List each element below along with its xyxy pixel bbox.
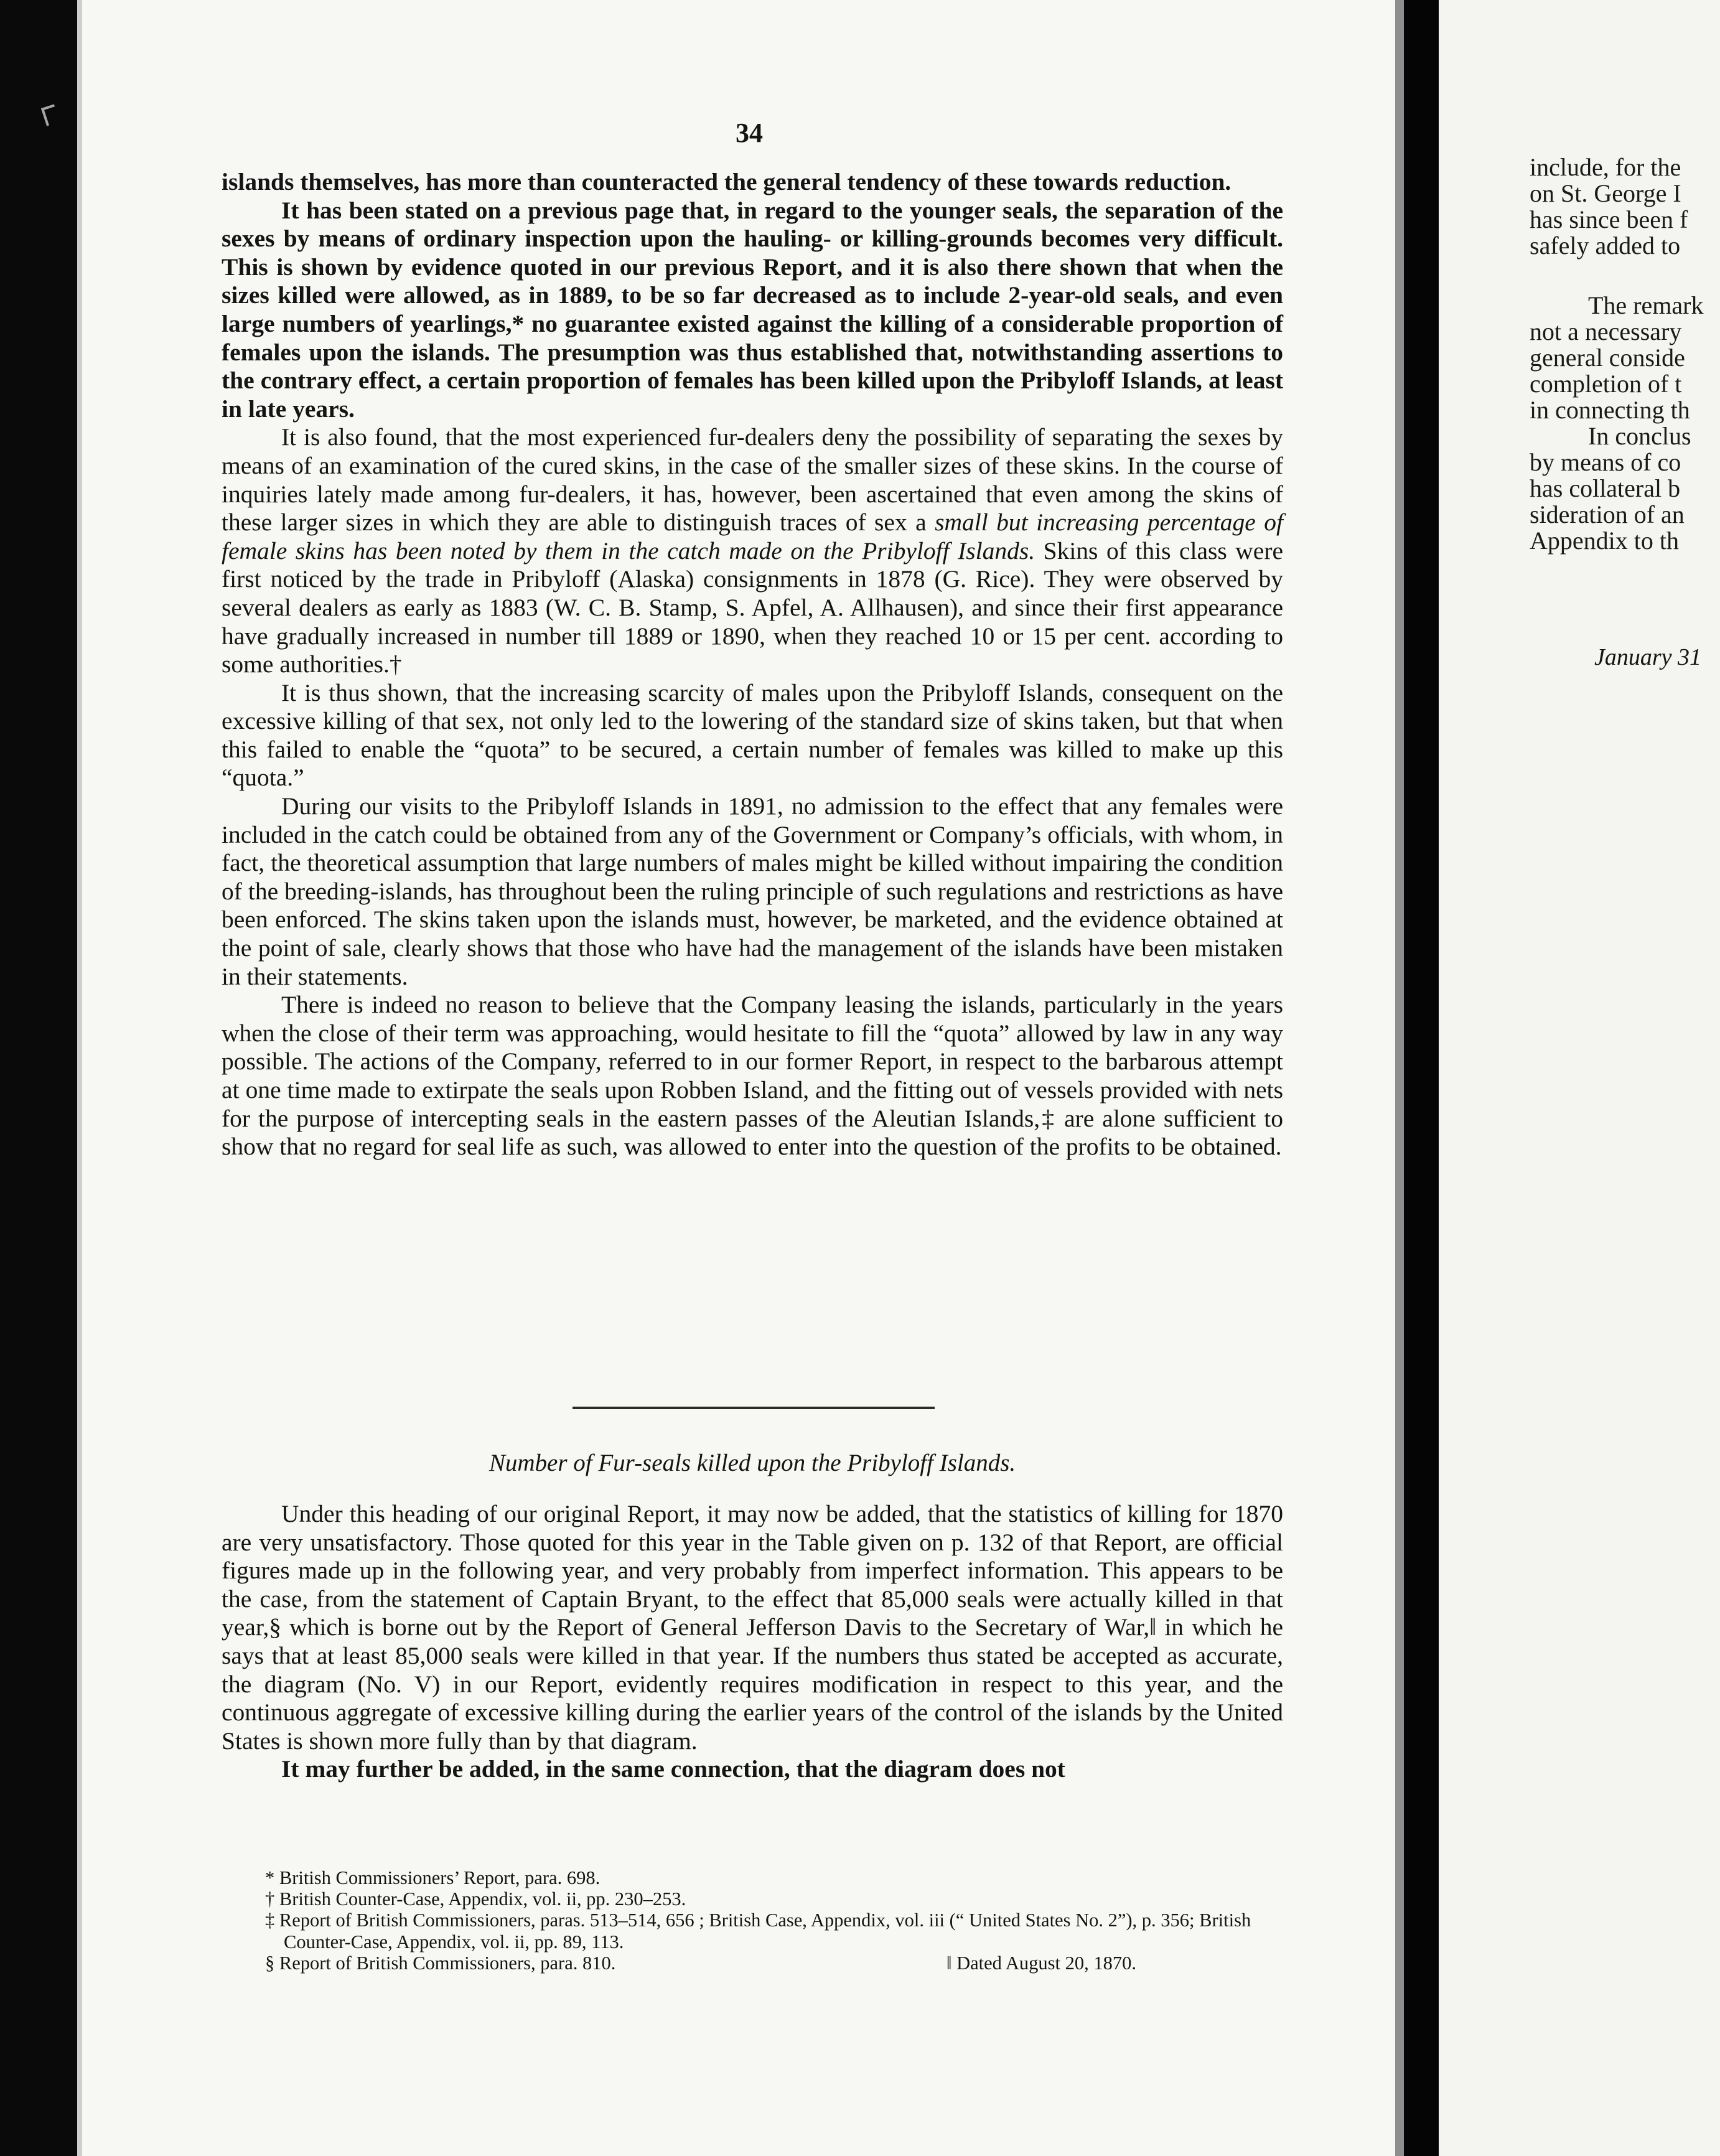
footnote: * British Commissioners’ Report, para. 698. [265, 1867, 601, 1888]
paragraph [222, 423, 1283, 678]
facing-line: has since been f [1530, 205, 1688, 233]
facing-page-text [1530, 154, 1720, 554]
facing-line: sideration of an [1530, 500, 1685, 528]
paragraph: During our visits to the Pribyloff Islands in 1891, no admission to the effect that any females were included in the catch could be obtained from any of the Government or Company’s officials, with whom, in fact, the theoretical assumption that large numbers of males might be killed without impairing the condition of the breeding-islands, has throughout been the ruling principle of such regulations and restrictions as have been enforced. The skins taken upon the islands must, however, be marketed, and the evidence obtained at the point of sale, clearly shows that those who have had the management of the islands have been mistaken in their statements. [222, 792, 1283, 990]
facing-line: on St. George I [1530, 179, 1681, 207]
paragraph: There is indeed no reason to believe that the Company leasing the islands, particularly in the years when the close of their term was approaching, would hesitate to fill the “quota” allowed by law in any way possible. The actions of the Company, referred to in our former Report, in respect to the barbarous attempt at one time made to extirpate the seals upon Robben Island, and the fitting out of vessels provided with nets for the purpose of intercepting seals in the eastern passes of the Aleutian Islands,‡ are alone sufficient to show that no regard for seal life as such, was allowed to enter into the question of the profits to be obtained. [222, 991, 1283, 1161]
facing-line: The remark [1588, 291, 1704, 319]
paragraph [222, 197, 1283, 424]
paragraph-text: Skins of this class were first noticed by the trade in Pribyloff (Alaska) consignments in 1878 (G. Rice). They were observed by several dealers as early as 1883 (W. C. B. Stamp, S. Apfel, A. Allhausen), and since their first appearance have gradually increased in number till 1889 or 1890, when they reached 10 or 15 per cent. according to some authorities.† [222, 537, 1283, 678]
page-edge [1395, 0, 1404, 2156]
left-binding-margin [0, 0, 77, 2156]
italic-emphasis: small but increasing percentage of female skins has been noted by them in the catch made on the Pribyloff Islands. [222, 509, 1284, 565]
footnotes [222, 1867, 1292, 1974]
facing-page-date: January 31 [1594, 644, 1702, 670]
footnote: § Report of British Commissioners, para. 810. [265, 1952, 616, 1974]
facing-line: not a necessary [1530, 317, 1682, 345]
book-gutter [1404, 0, 1439, 2156]
facing-line: Appendix to th [1530, 527, 1679, 555]
section-body-text [222, 1500, 1283, 1784]
paragraph-text: It has been stated on a previous page that, in regard to the younger seals, the separation of the sexes by means of ordinary inspection upon the hauling- or killing-grounds becomes very difficult. This is shown by evidence quoted in our previous Report, and it is also there shown that when the sizes killed were allowed, as in 1889, to be so far decreased as to include 2-year-old seals, and even large numbers of yearlings,* no guarantee existed against the killing of a considerable proportion of females upon the islands. The presumption was thus established that, notwithstanding assertions to the contrary effect, a certain proportion of females has been killed upon the Pribyloff Islands, at least in late years. [222, 196, 1283, 423]
facing-line: In conclus [1588, 422, 1691, 450]
facing-line: general conside [1530, 344, 1685, 372]
facing-line: by means of co [1530, 448, 1681, 476]
paragraph: It may further be added, in the same connection, that the diagram does not [281, 1755, 1065, 1783]
main-body-text [222, 168, 1283, 1161]
paragraph-text: It is also found, that the most experienced fur-dealers deny the possibility of separating the sexes by means of an examination of the cured skins, in the case of the smaller sizes of these skins. In the course of inquiries lately made among fur-dealers, it has, however, been ascertained that even among the skins of these larger sizes in which they are able to distinguish traces of sex a [222, 423, 1283, 537]
paragraph: It is thus shown, that the increasing scarcity of males upon the Pribyloff Islands, consequent on the excessive killing of that sex, not only led to the lowering of the standard size of skins taken, but that when this failed to enable the “quota” to be secured, a certain number of females was killed to make up this “quota.” [222, 678, 1283, 792]
facing-line: in connecting th [1530, 396, 1690, 424]
facing-line: completion of t [1530, 370, 1682, 398]
facing-line: include, for the [1530, 153, 1681, 181]
footnote: ‡ Report of British Commissioners, paras. 513–514, 656 ; British Case, Appendix, vol. iii (“ United States No. 2”), p. 356; British Counter-Case, Appendix, vol. ii, pp. 89, 113. [265, 1910, 1251, 1952]
page-number: 34 [736, 118, 763, 148]
page-shadow [77, 0, 82, 2156]
section-heading: Number of Fur-seals killed upon the Pribyloff Islands. [488, 1450, 1016, 1476]
section-divider [573, 1407, 935, 1409]
paragraph: Under this heading of our original Report, it may now be added, that the statistics of killing for 1870 are very unsatisfactory. Those quoted for this year in the Table given on p. 132 of that Report, are official figures made up in the following year, and very probably from imperfect information. This appears to be the case, from the statement of Captain Bryant, to the effect that 85,000 seals were actually killed in that year,§ which is borne out by the Report of General Jefferson Davis to the Secretary of War,‖ in which he says that at least 85,000 seals were killed in that year. If the numbers thus stated be accepted as accurate, the diagram (No. V) in our Report, evidently requires modification in respect to this year, and the continuous aggregate of excessive killing during the earlier years of the control of the islands by the United States is shown more fully than by that diagram. [222, 1500, 1283, 1755]
footnote-row [222, 1952, 1136, 1974]
paragraph: islands themselves, has more than counteracted the general tendency of these towards reduction. [222, 168, 1232, 195]
facing-line: has collateral b [1530, 474, 1681, 502]
footnote: ‖ Dated August 20, 1870. [946, 1952, 1136, 1974]
facing-page [1439, 0, 1720, 2156]
facing-line: safely added to [1530, 232, 1681, 260]
footnote: † British Counter-Case, Appendix, vol. ii, pp. 230–253. [265, 1888, 686, 1910]
